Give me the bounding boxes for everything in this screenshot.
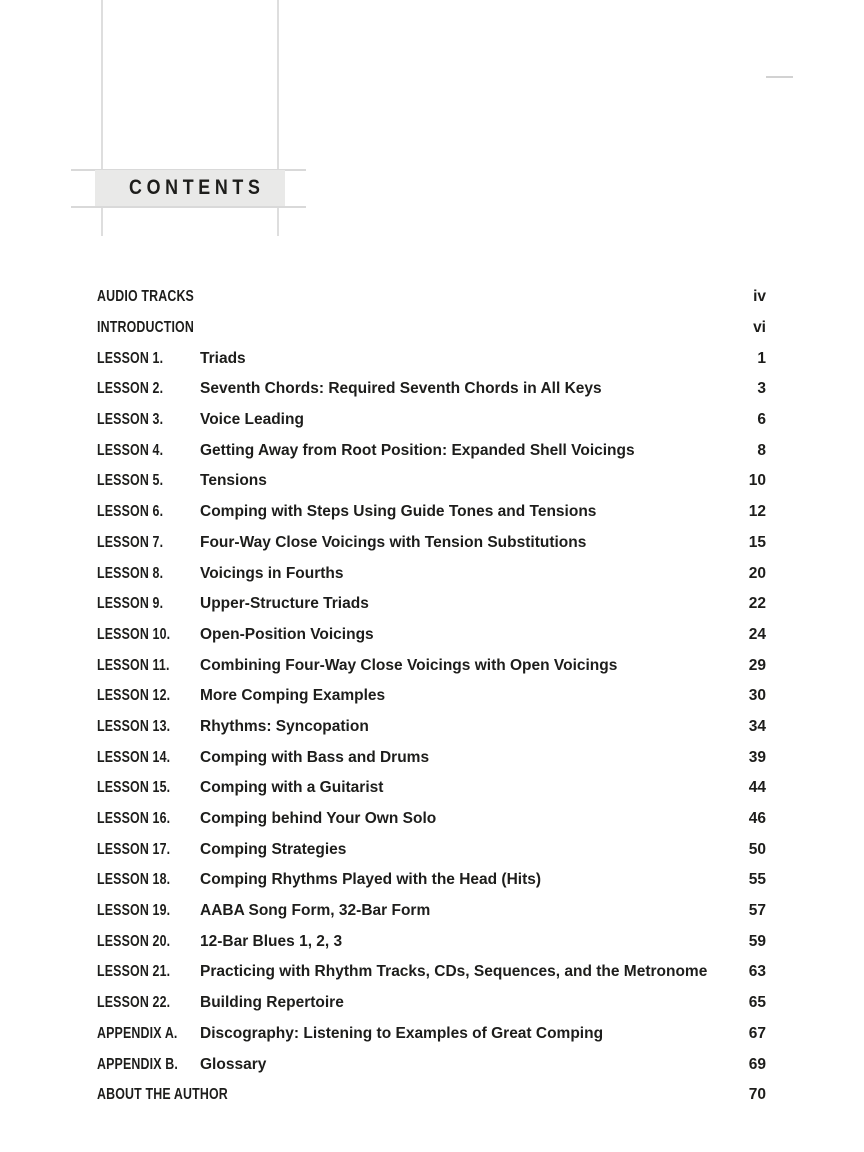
toc-entry-title: Open-Position Voicings [200, 625, 374, 643]
toc-entry-title: Comping behind Your Own Solo [200, 810, 437, 828]
toc-entry-label: LESSON 12. [97, 687, 171, 705]
toc-entry-title: Rhythms: Syncopation [200, 717, 369, 735]
toc-entry-title: Upper-Structure Triads [200, 595, 369, 613]
toc-entry-page: 57 [748, 902, 766, 920]
toc-entry-title: Four-Way Close Voicings with Tension Substitutions [200, 533, 587, 551]
toc-entry-title: 12-Bar Blues 1, 2, 3 [200, 932, 343, 950]
toc-entry-label: LESSON 7. [97, 533, 164, 551]
corner-dash-mark [766, 76, 793, 78]
toc-row [97, 374, 766, 405]
toc-entry-label: AUDIO TRACKS [97, 288, 194, 306]
toc-row [97, 1080, 766, 1111]
toc-entry-page: 50 [748, 840, 766, 858]
toc-entry-title: Tensions [200, 472, 267, 490]
toc-entry-page: 39 [748, 748, 766, 766]
toc-entry-label: LESSON 22. [97, 994, 171, 1012]
toc-row [97, 405, 766, 436]
toc-row [97, 1049, 766, 1080]
toc-entry-page: 34 [748, 717, 766, 735]
toc-entry-label: LESSON 17. [97, 840, 171, 858]
toc-row [97, 282, 766, 313]
toc-entry-label: LESSON 9. [97, 595, 164, 613]
toc-entry-page: 46 [748, 810, 766, 828]
toc-entry-page: vi [753, 319, 766, 337]
toc-row [97, 988, 766, 1019]
toc-entry-label: LESSON 14. [97, 748, 171, 766]
toc-entry-page: iv [753, 288, 766, 306]
toc-entry-label: LESSON 8. [97, 564, 164, 582]
toc-entry-title: Voicings in Fourths [200, 564, 344, 582]
toc-entry-title: Practicing with Rhythm Tracks, CDs, Sequences, and the Metronome [200, 963, 708, 981]
toc-entry-label: LESSON 18. [97, 871, 171, 889]
toc-entry-page: 20 [748, 564, 766, 582]
toc-entry-title: Glossary [200, 1055, 267, 1073]
toc-entry-title: Triads [200, 349, 246, 367]
page-title: CONTENTS [129, 176, 265, 199]
toc-entry-page: 8 [757, 441, 766, 459]
toc-row [97, 681, 766, 712]
toc-entry-label: LESSON 4. [97, 441, 164, 459]
toc-entry-page: 63 [748, 963, 766, 981]
toc-entry-page: 15 [748, 533, 766, 551]
toc-entry-label: ABOUT THE AUTHOR [97, 1086, 228, 1104]
toc-entry-title: Seventh Chords: Required Seventh Chords in All Keys [200, 380, 602, 398]
toc-entry-label: LESSON 1. [97, 349, 164, 367]
toc-entry-title: Comping Strategies [200, 840, 347, 858]
toc-row [97, 343, 766, 374]
toc-entry-page: 6 [757, 411, 766, 429]
toc-entry-title: Building Repertoire [200, 994, 344, 1012]
toc-entry-label: LESSON 5. [97, 472, 164, 490]
toc-list [97, 282, 766, 1111]
toc-row [97, 650, 766, 681]
toc-entry-page: 29 [748, 656, 766, 674]
toc-row [97, 957, 766, 988]
toc-entry-label: LESSON 11. [97, 656, 170, 674]
toc-row [97, 528, 766, 559]
toc-entry-label: LESSON 13. [97, 717, 171, 735]
toc-entry-page: 30 [748, 687, 766, 705]
toc-entry-label: LESSON 20. [97, 932, 171, 950]
toc-row [97, 589, 766, 620]
toc-entry-title: Combining Four-Way Close Voicings with Open Voicings [200, 656, 618, 674]
toc-entry-page: 65 [748, 994, 766, 1012]
toc-entry-label: LESSON 10. [97, 625, 171, 643]
toc-entry-title: Discography: Listening to Examples of Great Comping [200, 1024, 604, 1042]
toc-entry-page: 24 [748, 625, 766, 643]
toc-entry-page: 22 [748, 595, 766, 613]
toc-row [97, 742, 766, 773]
toc-row [97, 773, 766, 804]
toc-row [97, 313, 766, 344]
toc-row [97, 926, 766, 957]
toc-entry-label: LESSON 21. [97, 963, 171, 981]
toc-row [97, 435, 766, 466]
toc-row [97, 497, 766, 528]
toc-entry-page: 70 [748, 1086, 766, 1104]
toc-entry-title: Getting Away from Root Position: Expanded Shell Voicings [200, 441, 635, 459]
toc-entry-label: LESSON 15. [97, 779, 171, 797]
toc-entry-title: Comping with Steps Using Guide Tones and Tensions [200, 503, 597, 521]
toc-row [97, 865, 766, 896]
toc-entry-label: APPENDIX A. [97, 1024, 178, 1042]
toc-entry-page: 10 [748, 472, 766, 490]
toc-entry-label: LESSON 6. [97, 503, 164, 521]
toc-entry-page: 69 [748, 1055, 766, 1073]
toc-row [97, 804, 766, 835]
toc-entry-page: 55 [748, 871, 766, 889]
toc-entry-page: 67 [748, 1024, 766, 1042]
toc-entry-label: LESSON 3. [97, 411, 164, 429]
toc-row [97, 466, 766, 497]
toc-row [97, 712, 766, 743]
toc-row [97, 558, 766, 589]
toc-entry-page: 3 [757, 380, 766, 398]
toc-row [97, 1019, 766, 1050]
toc-entry-title: Comping with Bass and Drums [200, 748, 430, 766]
toc-entry-page: 1 [757, 349, 766, 367]
toc-entry-title: AABA Song Form, 32-Bar Form [200, 902, 431, 920]
toc-entry-label: LESSON 2. [97, 380, 164, 398]
toc-entry-label: APPENDIX B. [97, 1055, 178, 1073]
toc-entry-page: 12 [748, 503, 766, 521]
toc-entry-page: 44 [748, 779, 766, 797]
toc-entry-title: More Comping Examples [200, 687, 386, 705]
toc-row [97, 834, 766, 865]
toc-entry-title: Comping Rhythms Played with the Head (Hits) [200, 871, 542, 889]
toc-entry-label: LESSON 16. [97, 810, 171, 828]
toc-entry-label: LESSON 19. [97, 902, 171, 920]
toc-entry-page: 59 [748, 932, 766, 950]
toc-row [97, 896, 766, 927]
contents-header-box [95, 170, 285, 206]
toc-entry-title: Voice Leading [200, 411, 304, 429]
toc-entry-title: Comping with a Guitarist [200, 779, 384, 797]
header-grid-hline-bottom [71, 206, 306, 208]
toc-entry-label: INTRODUCTION [97, 319, 194, 337]
toc-row [97, 620, 766, 651]
